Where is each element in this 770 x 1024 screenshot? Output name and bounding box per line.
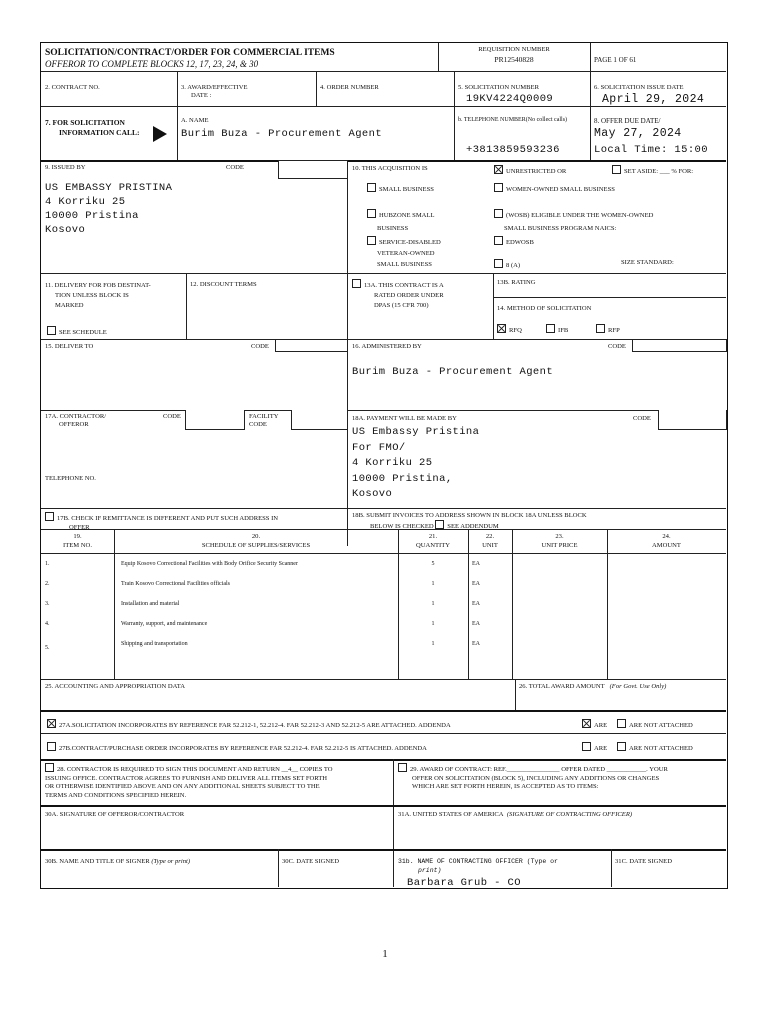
edwosb-option: EDWOSB: [494, 236, 534, 247]
unrestricted-checkbox[interactable]: [494, 165, 503, 174]
discount-terms-label: 12. DISCOUNT TERMS: [190, 281, 257, 288]
contractor-label: 17A. CONTRACTOR/ OFFEROR: [45, 413, 107, 428]
27a-are-not-checkbox[interactable]: [617, 719, 626, 728]
clause-29: 29. AWARD OF CONTRACT: REF.________________ OFFER DATED ____________. YOUR OFFER ON SOLICITATION (BLOCK 5), INCLUDING ANY ADDITIONS OR CHANGES WHICH ARE SET FORTH HEREIN, IS ACCEPTED AS TO ITEMS:: [398, 763, 668, 792]
rated-order-checkbox[interactable]: [352, 279, 361, 288]
deliver-to-code-label: CODE: [251, 343, 269, 350]
small-business-option: SMALL BUSINESS: [367, 183, 434, 194]
27b-are-option: ARE: [582, 742, 607, 753]
table-row: 1. Equip Kosovo Correctional Facilities with Body Orifice Security Scanner 5 EA: [45, 561, 480, 567]
table-row: 2. Train Kosovo Correctional Facilities officials 1 EA: [45, 581, 480, 587]
hubzone-option: HUBZONE SMALL BUSINESS: [367, 209, 435, 233]
signer-name-label: 30B. NAME AND TITLE OF SIGNER (Type or print): [45, 858, 191, 865]
usa-signature-label: 31A. UNITED STATES OF AMERICA (SIGNATURE OF CONTRACTING OFFICER): [398, 811, 633, 818]
table-row: 5. Shipping and transportation 1 EA: [45, 641, 480, 651]
fob-delivery-label: 11. DELIVERY FOR FOB DESTINAT- TION UNLESS BLOCK IS MARKED: [45, 282, 151, 309]
contract-no-label: 2. CONTRACT NO.: [45, 84, 100, 91]
accounting-label: 25. ACCOUNTING AND APPROPRIATION DATA: [45, 683, 185, 690]
commercial-items-form: [40, 42, 728, 889]
table-row: 4. Warranty, support, and maintenance 1 EA: [45, 621, 480, 627]
info-call-label: 7. FOR SOLICITATION INFORMATION CALL:: [45, 118, 140, 137]
col-unit: 22. UNIT: [482, 533, 498, 549]
see-schedule-checkbox[interactable]: [47, 326, 56, 335]
facility-code-label: FACILITY CODE: [249, 413, 279, 428]
sdvosb-checkbox[interactable]: [367, 236, 376, 245]
rfq-checkbox[interactable]: [497, 324, 506, 333]
27b-are-checkbox[interactable]: [582, 742, 591, 751]
sdvosb-option: SERVICE-DISABLED VETERAN-OWNED SMALL BUSINESS: [367, 236, 441, 270]
deliver-to-label: 15. DELIVER TO: [45, 343, 94, 350]
27b-are-not-option: ARE NOT ATTACHED: [617, 742, 693, 753]
ewosb-checkbox[interactable]: [494, 209, 503, 218]
issued-by-code-field: [278, 160, 348, 179]
set-aside-option: SET ASIDE: ___ % FOR:: [612, 165, 693, 176]
ifb-checkbox[interactable]: [546, 324, 555, 333]
col-item-no: 19. ITEM NO.: [63, 533, 92, 549]
issue-date-value: April 29, 2024: [602, 93, 705, 106]
offer-due-time: Local Time: 15:00: [594, 144, 708, 156]
see-schedule-option: SEE SCHEDULE: [47, 326, 107, 337]
date-signed-label: 30C. DATE SIGNED: [282, 858, 339, 865]
solicitation-number-value: 19KV4224Q0009: [466, 93, 554, 105]
form-title: [45, 48, 335, 70]
schedule-rows: [41, 559, 726, 669]
clause-27a-checkbox[interactable]: [47, 719, 56, 728]
payment-code-field: [658, 410, 727, 430]
contractor-code-field: [185, 410, 245, 430]
telephone-value: +3813859593236: [466, 144, 560, 156]
rfp-option: RFP: [596, 324, 620, 335]
eight-a-checkbox[interactable]: [494, 259, 503, 268]
order-number-label: 4. ORDER NUMBER: [320, 84, 379, 91]
hubzone-checkbox[interactable]: [367, 209, 376, 218]
ifb-option: IFB: [546, 324, 568, 335]
administered-by-label: 16. ADMINISTERED BY: [352, 343, 422, 350]
clause-28-checkbox[interactable]: [45, 763, 54, 772]
rating-label: 13B. RATING: [497, 279, 536, 286]
telephone-label: b. TELEPHONE NUMBER(No collect calls): [458, 117, 568, 123]
payment-address: US Embassy Pristina For FMO/ 4 Korriku 25 10000 Pristina, Kosovo: [352, 426, 480, 500]
table-row: 3. Installation and material 1 EA: [45, 601, 480, 607]
officer-date-signed-label: 31C. DATE SIGNED: [615, 858, 672, 865]
contracting-officer-name: Barbara Grub - CO: [407, 877, 521, 889]
set-aside-checkbox[interactable]: [612, 165, 621, 174]
rfq-option: RFQ: [497, 324, 522, 335]
clause-27a: 27A.SOLICITATION INCORPORATES BY REFERENCE FAR 52.212-1, 52.212-4. FAR 52.212-3 AND 52.212-5 ARE ATTACHED. ADDENDA: [47, 719, 451, 730]
requisition-number-label: REQUISITION NUMBER: [478, 46, 550, 53]
form-title-text: SOLICITATION/CONTRACT/ORDER FOR COMMERCIAL ITEMS: [45, 48, 335, 58]
edwosb-checkbox[interactable]: [494, 236, 503, 245]
form-subtitle: OFFEROR TO COMPLETE BLOCKS 12, 17, 23, 24, & 30: [45, 59, 259, 69]
clause-27b-checkbox[interactable]: [47, 742, 56, 751]
payment-by-label: 18A. PAYMENT WILL BE MADE BY: [352, 415, 457, 422]
offeror-signature-label: 30A. SIGNATURE OF OFFEROR/CONTRACTOR: [45, 811, 185, 818]
administered-code-label: CODE: [608, 343, 626, 350]
27a-are-option: ARE: [582, 719, 607, 730]
size-standard-label: SIZE STANDARD:: [621, 259, 674, 266]
wosb-checkbox[interactable]: [494, 183, 503, 192]
issue-date-label: 6. SOLICITATION ISSUE DATE: [594, 84, 684, 91]
award-date-label: 3. AWARD/EFFECTIVE DATE :: [181, 84, 248, 99]
27a-are-not-option: ARE NOT ATTACHED: [617, 719, 693, 730]
contracting-officer-label: 31b. NAME OF CONTRACTING OFFICER (Type or print): [398, 858, 558, 874]
telephone-no-label: TELEPHONE NO.: [45, 475, 96, 482]
unrestricted-option: UNRESTRICTED OR: [494, 165, 566, 176]
total-award-label: 26. TOTAL AWARD AMOUNT (For Govt. Use Only): [519, 683, 667, 690]
contact-name-value: Burim Buza - Procurement Agent: [181, 128, 383, 140]
eight-a-option: 8 (A): [494, 259, 520, 270]
issued-by-code-label: CODE: [226, 164, 244, 171]
requisition-number-value: PR12540828: [494, 55, 534, 64]
page-number: 1: [382, 948, 388, 960]
solicitation-number-label: 5. SOLICITATION NUMBER: [458, 84, 539, 91]
deliver-to-code-field: [275, 339, 348, 352]
remittance-checkbox[interactable]: [45, 512, 54, 521]
administered-by-value: Burim Buza - Procurement Agent: [352, 366, 554, 378]
acquisition-label: 10. THIS ACQUISITION IS: [352, 165, 428, 172]
contractor-code-label: CODE: [163, 413, 181, 420]
administered-code-field: [632, 339, 727, 352]
col-quantity: 21. QUANTITY: [415, 533, 451, 549]
payment-code-label: CODE: [633, 415, 651, 422]
clause-27b: 27B.CONTRACT/PURCHASE ORDER INCORPORATES BY REFERENCE FAR 52.212-4. FAR 52.212-5 IS ATTACHED. ADDENDA: [47, 742, 427, 753]
page-count: PAGE 1 OF 61: [594, 56, 637, 64]
issued-by-address: US EMBASSY PRISTINA 4 Korriku 25 10000 Pristina Kosovo: [45, 182, 173, 236]
see-addendum-checkbox[interactable]: [435, 520, 444, 529]
issued-by-label: 9. ISSUED BY: [45, 164, 86, 171]
rated-order-label: 13A. THIS CONTRACT IS A RATED ORDER UNDER DPAS (15 CFR 700): [352, 279, 444, 311]
27b-are-not-checkbox[interactable]: [617, 742, 626, 751]
offer-due-date: May 27, 2024: [594, 127, 682, 140]
remittance-label: 17B. CHECK IF REMITTANCE IS DIFFERENT AND PUT SUCH ADDRESS IN OFFER: [45, 512, 278, 532]
submit-invoices-label: 18B. SUBMIT INVOICES TO ADDRESS SHOWN IN BLOCK 18A UNLESS BLOCK BELOW IS CHECKED SEE ADDENDUM: [352, 512, 587, 530]
clause-28: 28. CONTRACTOR IS REQUIRED TO SIGN THIS DOCUMENT AND RETURN __4__ COPIES TO ISSUING OFFICE. CONTRACTOR AGREES TO FURNISH AND DELIVER ALL ITEMS SET FORTH OR OTHERWISE IDENTIFIED ABOVE AND ON ANY ADDITIONAL SHEETS SUBJECT TO THE TERMS AND CONDITIONS SPECIFIED HEREIN.: [45, 763, 333, 800]
27a-are-checkbox[interactable]: [582, 719, 591, 728]
clause-29-checkbox[interactable]: [398, 763, 407, 772]
wosb-option: WOMEN-OWNED SMALL BUSINESS: [494, 183, 615, 194]
col-amount: 24. AMOUNT: [652, 533, 681, 549]
col-unit-price: 23. UNIT PRICE: [541, 533, 578, 549]
facility-code-field: [291, 410, 348, 430]
col-supplies: 20. SCHEDULE OF SUPPLIES/SERVICES: [201, 533, 311, 549]
method-label: 14. METHOD OF SOLICITATION: [497, 305, 592, 312]
rfp-checkbox[interactable]: [596, 324, 605, 333]
small-business-checkbox[interactable]: [367, 183, 376, 192]
ewosb-option: (WOSB) ELIGIBLE UNDER THE WOMEN-OWNED SMALL BUSINESS PROGRAM NAICS:: [494, 209, 653, 233]
offer-due-label: 8. OFFER DUE DATE/: [594, 117, 661, 125]
contact-name-label: A. NAME: [181, 117, 209, 124]
arrow-right-icon: [153, 126, 167, 142]
